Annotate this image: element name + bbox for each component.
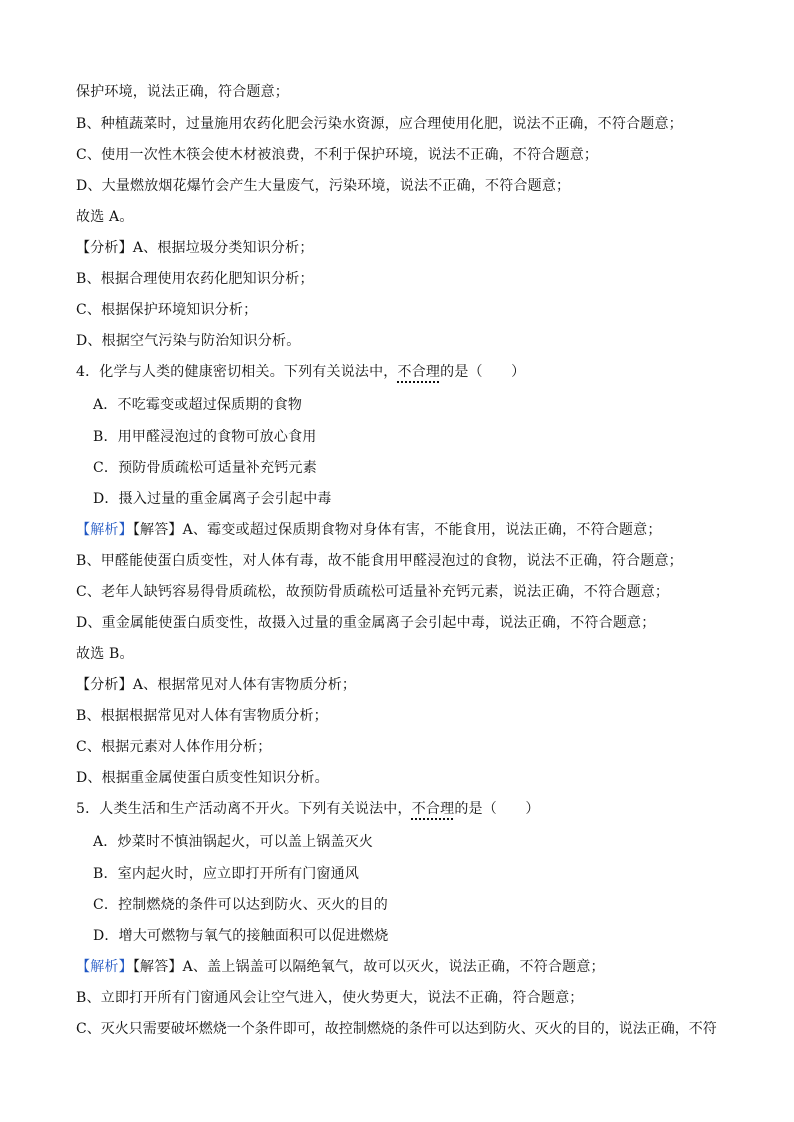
question-4-emphasis: 不合理 — [397, 364, 441, 380]
intro-analysis-line: D、根据空气污染与防治知识分析。 — [76, 333, 301, 349]
question-5-suffix: 的是（ ） — [454, 801, 540, 817]
intro-line: C、使用一次性木筷会使木材被浪费，不利于保护环境，说法不正确，不符合题意； — [76, 147, 599, 163]
intro-line: 保护环境，说法正确，符合题意； — [76, 84, 289, 100]
jiexi-label: 【解析】 — [76, 522, 133, 538]
intro-line: B、种植蔬菜时，过量施用农药化肥会污染水资源，应合理使用化肥，说法不正确，不符合题意； — [76, 116, 683, 132]
question-4-answer-line: D、重金属能使蛋白质变性，故摄入过量的重金属离子会引起中毒，说法正确，不符合题意； — [76, 615, 656, 631]
intro-analysis-line: B、根据合理使用农药化肥知识分析； — [76, 271, 314, 287]
answer-text: A、霉变或超过保质期食物对身体有害，不能食用，说法正确，不符合题意； — [182, 522, 662, 538]
question-4-stem — [76, 362, 754, 382]
question-5-answer-line — [76, 957, 754, 977]
question-5-option-a: A．炒菜时不慎油锅起火，可以盖上锅盖灭火 — [93, 834, 374, 850]
question-5-answer-line: C、灭火只需要破坏燃烧一个条件即可，故控制燃烧的条件可以达到防火、灭火的目的，说法正确，不符 — [76, 1021, 717, 1037]
question-4-conclusion: 故选 B。 — [76, 646, 134, 662]
intro-analysis-line: C、根据保护环境知识分析； — [76, 302, 258, 318]
question-4-answer-line: C、老年人缺钙容易得骨质疏松，故预防骨质疏松可适量补充钙元素，说法正确，不符合题意； — [76, 584, 670, 600]
intro-line: D、大量燃放烟花爆竹会产生大量废气，污染环境，说法不正确，不符合题意； — [76, 178, 571, 194]
question-5-option-b: B．室内起火时，应立即打开所有门窗通风 — [93, 866, 360, 882]
analysis-text: A、根据垃圾分类知识分析； — [132, 240, 314, 256]
question-5-emphasis: 不合理 — [411, 801, 455, 817]
question-5-option-c: C．控制燃烧的条件可以达到防火、灭火的目的 — [93, 897, 388, 913]
analysis-label: 【分析】 — [76, 677, 133, 693]
question-4-answer-line — [76, 520, 754, 540]
intro-conclusion: 故选 A。 — [76, 209, 134, 225]
question-4-analysis-line: C、根据元素对人体作用分析； — [76, 739, 272, 755]
question-5-prefix: 5．人类生活和生产活动离不开火。下列有关说法中， — [76, 801, 412, 817]
question-4-answer-line: B、甲醛能使蛋白质变性，对人体有毒，故不能食用甲醛浸泡过的食物，说法不正确，符合题意； — [76, 553, 683, 569]
question-5-answer-line: B、立即打开所有门窗通风会让空气进入，使火势更大，说法不正确，符合题意； — [76, 990, 584, 1006]
analysis-text: A、根据常见对人体有害物质分析； — [132, 677, 357, 693]
question-4-option-b: B．用甲醛浸泡过的食物可放心食用 — [93, 429, 317, 445]
answer-label: 【解答】 — [132, 959, 183, 975]
question-4-suffix: 的是（ ） — [440, 364, 526, 380]
analysis-label: 【分析】 — [76, 240, 133, 256]
answer-label: 【解答】 — [132, 522, 183, 538]
question-4-analysis-line: D、根据重金属使蛋白质变性知识分析。 — [76, 770, 329, 786]
question-4-option-a: A．不吃霉变或超过保质期的食物 — [93, 397, 303, 413]
question-4-analysis-line: B、根据根据常见对人体有害物质分析； — [76, 708, 328, 724]
jiexi-label: 【解析】 — [76, 959, 133, 975]
intro-analysis-line — [76, 238, 754, 258]
answer-text: A、盖上锅盖可以隔绝氧气，故可以灭火，说法正确，不符合题意； — [182, 959, 605, 975]
question-4-option-d: D．摄入过量的重金属离子会引起中毒 — [93, 491, 332, 507]
question-5-stem — [76, 799, 754, 819]
question-4-analysis-line — [76, 675, 754, 695]
question-4-prefix: 4．化学与人类的健康密切相关。下列有关说法中， — [76, 364, 398, 380]
question-5-option-d: D．增大可燃物与氧气的接触面积可以促进燃烧 — [93, 928, 389, 944]
question-4-option-c: C．预防骨质疏松可适量补充钙元素 — [93, 460, 317, 476]
